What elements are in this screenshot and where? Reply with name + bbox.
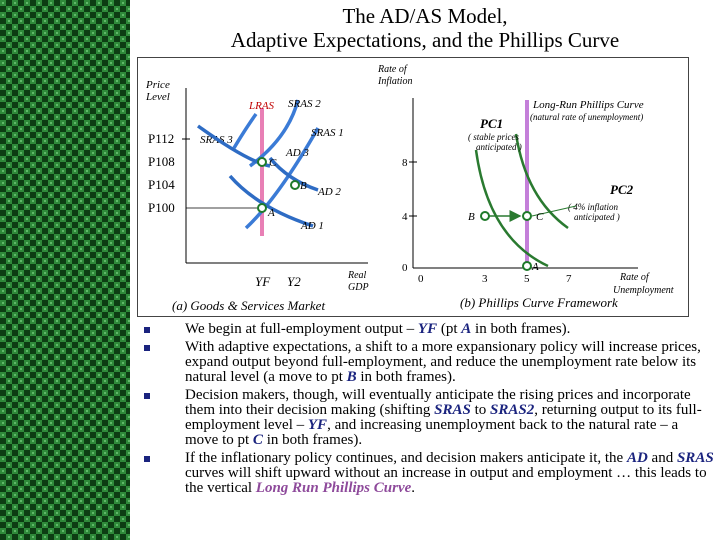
bullet-item — [140, 322, 715, 337]
lrpc-label: Long-Run Phillips Curve — [533, 99, 644, 111]
pc1-label: PC1 — [480, 116, 504, 131]
figure-panel — [137, 57, 689, 317]
title-line-1: The AD/AS Model, — [342, 4, 508, 28]
pc1-sublabel-2: anticipated ) — [476, 142, 522, 152]
price-tick-104: P104 — [148, 177, 175, 192]
panel-b-point-c-label: C — [536, 211, 544, 223]
ad2-label: AD 2 — [318, 186, 341, 198]
bullet-text: curves will shift upward without an increase in output and employment … this leads to the vertical — [185, 465, 707, 496]
bullet-emphasis: A — [461, 321, 472, 337]
price-tick-108: P108 — [148, 154, 175, 169]
bullet-emphasis: YF — [417, 321, 438, 337]
panel-a-x-label-1: Real — [348, 270, 367, 281]
x-tick-yf: YF — [255, 274, 271, 289]
bullet-text: and — [647, 450, 677, 466]
bullet-emphasis: SRAS2 — [490, 402, 535, 418]
panel-b-x-tick-7: 7 — [566, 273, 572, 285]
panel-b-x-label-1: Rate of — [620, 272, 649, 283]
bullet-text: . — [411, 480, 416, 496]
panel-a-point-c — [258, 158, 266, 166]
sras3-curve — [234, 114, 256, 148]
bullet-emphasis: AD — [626, 450, 648, 466]
pc1-curve — [476, 150, 548, 266]
x-tick-y2: Y2 — [287, 274, 301, 289]
sras2-label: SRAS 2 — [288, 98, 321, 110]
ad3-label: AD 3 — [286, 147, 309, 159]
bullet-emphasis: YF — [307, 417, 328, 433]
price-tick-100: P100 — [148, 200, 175, 215]
bullet-text: If the inflationary policy continues, and decision makers anticipate it, the — [185, 450, 627, 466]
panel-b-point-c — [523, 212, 531, 220]
lrpc-sublabel: (natural rate of unemployment) — [530, 112, 644, 122]
panel-b-y-label-2: Inflation — [378, 76, 413, 87]
panel-a-caption: (a) Goods & Services Market — [172, 298, 326, 313]
price-tick-112: P112 — [148, 131, 175, 146]
page-title — [130, 4, 720, 52]
panel-a-point-b-label: B — [300, 180, 307, 192]
panel-a-point-a — [258, 204, 266, 212]
panel-b-x-label-2: Unemployment — [613, 285, 674, 296]
bullet-emphasis: SRAS — [434, 402, 471, 418]
panel-b-y-tick-8: 8 — [402, 157, 408, 169]
lras-label: LRAS — [249, 100, 275, 112]
panel-b-x-tick-5: 5 — [524, 273, 530, 285]
panel-b-point-a-label: A — [532, 261, 539, 273]
panel-b-x-tick-3: 3 — [482, 273, 488, 285]
bullet-emphasis: B — [346, 369, 357, 385]
panel-b-point-b-label: B — [468, 211, 475, 223]
sras3-label: SRAS 3 — [200, 134, 233, 146]
panel-a-y-label-2: Level — [146, 91, 170, 103]
bullet-text: in both frames). — [471, 321, 571, 337]
panel-a-point-a-label: A — [268, 207, 275, 219]
bullet-text: in both frames). — [262, 432, 363, 448]
bullet-square-icon — [144, 393, 150, 399]
panel-b-y-tick-0: 0 — [402, 262, 408, 274]
decorative-sidebar — [0, 0, 130, 540]
bullet-square-icon — [144, 456, 150, 462]
panel-b-y-tick-4: 4 — [402, 211, 408, 223]
panel-a-x-label-2: GDP — [348, 282, 369, 293]
bullet-text: to — [470, 402, 491, 418]
pc2-sublabel-1: ( 4% inflation — [568, 202, 618, 212]
panel-b-phillips-curve-framework — [377, 64, 674, 310]
panel-b-y-label-1: Rate of — [378, 64, 407, 75]
bullet-text: in both frames). — [356, 369, 456, 385]
title-line-2: Adaptive Expectations, and the Phillips Curve — [230, 28, 620, 52]
bullet-text: , and increasing unemployment back to the natural rate – a move to pt — [185, 417, 679, 448]
bullet-text: , returning output to its full-employment level – — [185, 402, 702, 433]
bullet-text: With adaptive expectations, a shift to a more expansionary policy will increase prices, expand output beyond full-employment, and reduce the unemployment rate below its natural level (a move to pt — [185, 339, 701, 385]
panel-b-x-tick-0: 0 — [418, 273, 424, 285]
panel-b-point-b — [481, 212, 489, 220]
panel-b-caption: (b) Phillips Curve Framework — [460, 295, 618, 310]
bullet-text: We begin at full-employment output – — [185, 321, 418, 337]
bullet-square-icon — [144, 327, 150, 333]
bullet-text: Decision makers, though, will eventually anticipate the rising prices and incorporate them into their decision making (shifting — [185, 387, 691, 418]
bullet-item — [140, 388, 715, 448]
panel-b-point-a — [523, 262, 531, 270]
bullet-item — [140, 451, 715, 496]
sras1-label: SRAS 1 — [311, 127, 344, 139]
panel-a-point-c-label: C — [269, 157, 277, 169]
bullet-item — [140, 340, 715, 385]
bullet-text: (pt — [437, 321, 462, 337]
ad1-label: AD 1 — [301, 220, 324, 232]
pc2-sublabel-2: anticipated ) — [574, 212, 620, 222]
pc1-sublabel-1: ( stable prices — [468, 132, 519, 142]
pc2-label: PC2 — [610, 182, 634, 197]
bullet-square-icon — [144, 345, 150, 351]
bullet-emphasis: SRAS — [676, 450, 714, 466]
panel-a-point-b — [291, 181, 299, 189]
bullet-lrpc-emphasis: Long Run Phillips Curve — [255, 480, 412, 496]
bullet-emphasis: C — [252, 432, 263, 448]
explanation-bullet-list — [140, 322, 715, 499]
panel-a-y-label-1: Price — [146, 79, 170, 91]
panel-a-goods-services-market — [145, 79, 369, 313]
